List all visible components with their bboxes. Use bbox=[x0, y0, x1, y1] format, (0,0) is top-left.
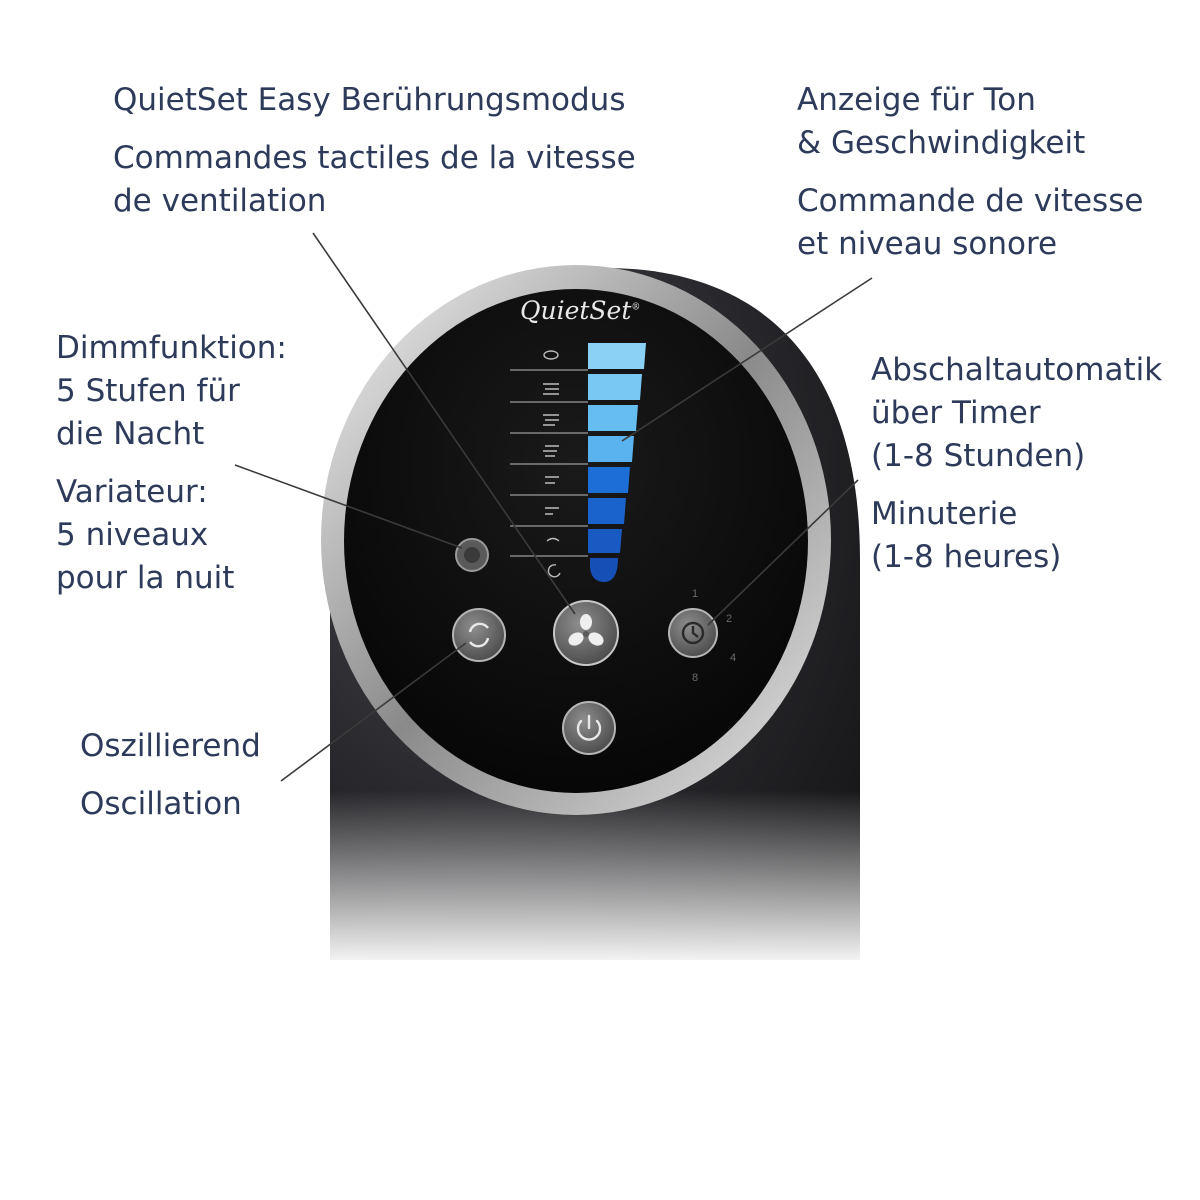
timer-label-de bbox=[871, 349, 1162, 478]
dimmer-button[interactable] bbox=[456, 539, 488, 571]
label-line: Oscillation bbox=[80, 786, 242, 822]
label-line: Abschaltautomatik bbox=[871, 352, 1163, 388]
registered-mark: ® bbox=[631, 302, 641, 313]
oscillation-label-de bbox=[80, 725, 261, 768]
label-line: Anzeige für Ton bbox=[797, 82, 1036, 118]
speed-segment bbox=[588, 529, 622, 553]
label-line: Dimmfunktion: bbox=[56, 330, 287, 366]
body-fade bbox=[300, 790, 900, 970]
label-line: über Timer bbox=[871, 395, 1041, 431]
label-line: (1-8 Stunden) bbox=[871, 438, 1086, 474]
speed-segment bbox=[588, 467, 630, 493]
label-line: et niveau sonore bbox=[797, 226, 1058, 262]
speed-segment bbox=[588, 436, 634, 462]
dimmer-label-de bbox=[56, 327, 287, 456]
label-line: QuietSet Easy Berührungsmodus bbox=[113, 82, 626, 118]
label-line: & Geschwindigkeit bbox=[797, 125, 1086, 161]
touch-mode-label-fr bbox=[113, 137, 636, 223]
label-line: de ventilation bbox=[113, 183, 327, 219]
label-line: Commandes tactiles de la vitesse bbox=[113, 140, 636, 176]
power-button[interactable] bbox=[563, 702, 615, 754]
speed-segment bbox=[588, 374, 642, 400]
dimmer-icon bbox=[464, 547, 480, 563]
oscillation-label-fr bbox=[80, 783, 242, 826]
label-line: Commande de vitesse bbox=[797, 183, 1144, 219]
quietset-logo bbox=[520, 296, 640, 325]
label-line: (1-8 heures) bbox=[871, 539, 1062, 575]
timer-button[interactable] bbox=[669, 609, 717, 657]
speed-segment bbox=[588, 343, 646, 369]
label-line: Oszillierend bbox=[80, 728, 261, 764]
label-line: die Nacht bbox=[56, 416, 205, 452]
timer-mark-4: 4 bbox=[730, 652, 737, 664]
speed-segment bbox=[588, 498, 626, 524]
timer-label-fr bbox=[871, 493, 1061, 579]
brand-name: QuietSet bbox=[520, 296, 632, 325]
label-line: pour la nuit bbox=[56, 560, 235, 596]
label-line: 5 Stufen für bbox=[56, 373, 240, 409]
fan-speed-button[interactable] bbox=[554, 601, 618, 665]
speed-indicator-label-fr bbox=[797, 180, 1143, 266]
label-line: 5 niveaux bbox=[56, 517, 209, 553]
touch-mode-label-de bbox=[113, 79, 625, 122]
oscillation-button[interactable] bbox=[453, 609, 505, 661]
speed-indicator-label-de bbox=[797, 79, 1085, 165]
timer-mark-2: 2 bbox=[726, 613, 733, 625]
label-line: Minuterie bbox=[871, 496, 1018, 532]
speed-segment bbox=[588, 405, 638, 431]
dimmer-label-fr bbox=[56, 471, 234, 600]
timer-mark-1: 1 bbox=[692, 588, 699, 600]
label-line: Variateur: bbox=[56, 474, 208, 510]
timer-mark-8: 8 bbox=[692, 672, 699, 684]
